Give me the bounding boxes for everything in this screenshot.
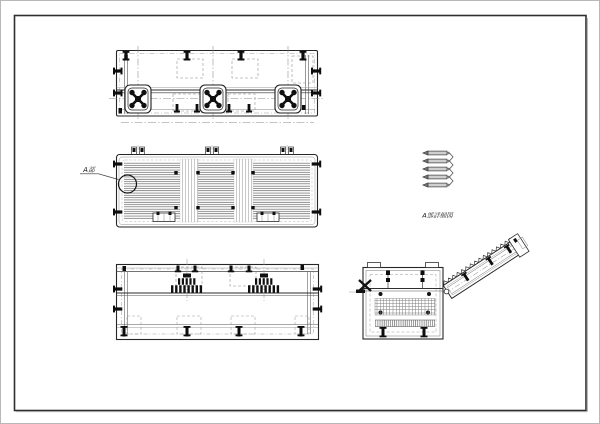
clamp-unit-icon xyxy=(200,85,226,113)
clamp-unit-icon xyxy=(125,85,151,113)
hinge-pivot xyxy=(444,289,449,294)
view-bottom-elevation xyxy=(113,259,322,340)
bottom-clamp-plate xyxy=(153,212,175,222)
label-detail-a: A部詳細図 xyxy=(422,211,453,220)
view-top-elevation xyxy=(109,46,325,123)
label-section-a: A部 xyxy=(83,165,95,174)
fin-comb-band xyxy=(375,320,435,327)
hatched-core xyxy=(375,299,435,316)
cooling-fins xyxy=(124,162,310,220)
clamp-unit-icon xyxy=(275,85,301,113)
view-plan-fins xyxy=(80,145,321,227)
bottom-clamp-plate xyxy=(257,212,279,222)
drawing-sheet xyxy=(1,1,600,424)
